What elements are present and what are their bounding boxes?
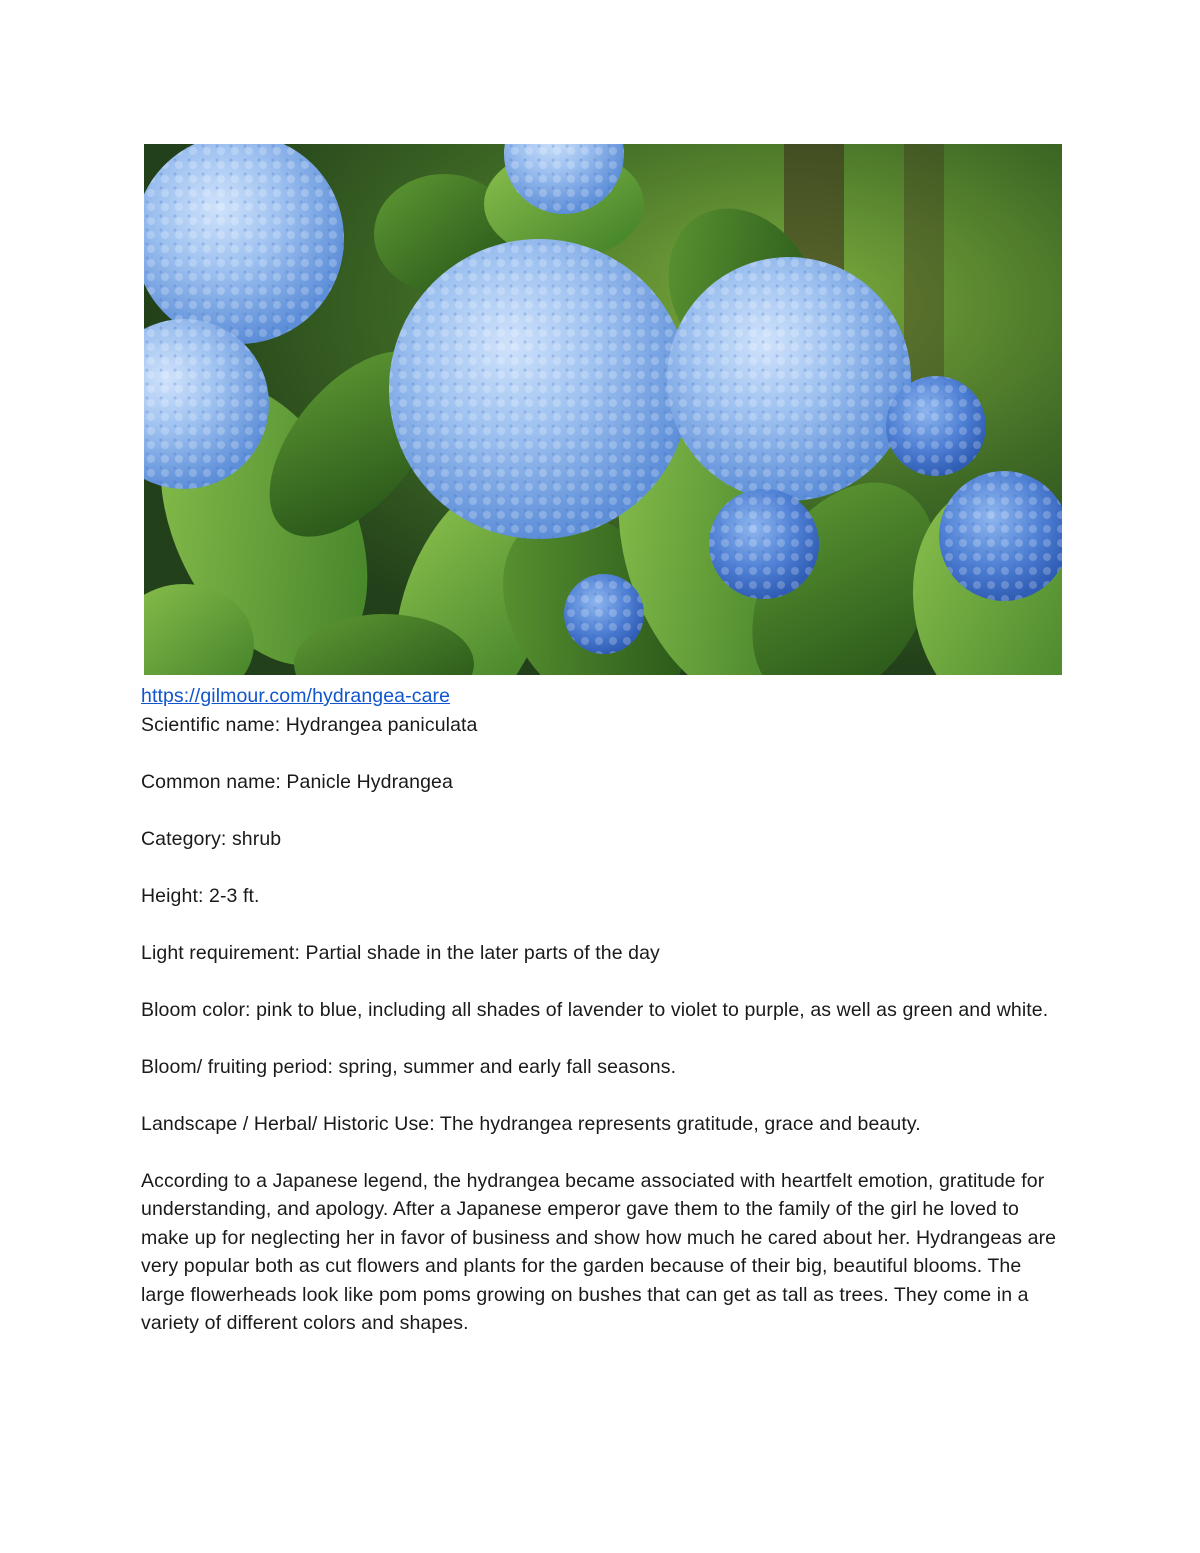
hydrangea-photo: [144, 144, 1062, 675]
plant-info: [141, 682, 1061, 1338]
scientific-name: Scientific name: Hydrangea paniculata: [141, 713, 478, 736]
hydrangea-illustration: [144, 144, 1062, 675]
category: Category: shrub: [141, 827, 282, 850]
light-requirement: Light requirement: Partial shade in the later parts of the day: [141, 941, 660, 964]
bloom-period: Bloom/ fruiting period: spring, summer and early fall seasons.: [141, 1055, 677, 1078]
bloom-color: Bloom color: pink to blue, including all shades of lavender to violet to purple, as well as green and white.: [141, 998, 1049, 1021]
historic-use: Landscape / Herbal/ Historic Use: The hydrangea represents gratitude, grace and beauty.: [141, 1112, 921, 1135]
common-name: Common name: Panicle Hydrangea: [141, 770, 453, 793]
legend-paragraph: According to a Japanese legend, the hydrangea became associated with heartfelt emotion, gratitude for understanding, and apology. After a Japanese emperor gave them to the family of the girl he loved to make up for neglecting her in favor of business and show how much he cared about her. Hydrangeas are very popular both as cut flowers and plants for the garden because of their big, beautiful blooms. The large flowerheads look like pom poms growing on bushes that can get as tall as trees. They come in a variety of different colors and shapes.: [141, 1169, 1057, 1334]
height: Height: 2-3 ft.: [141, 884, 260, 907]
source-link[interactable]: https://gilmour.com/hydrangea-care: [141, 685, 451, 707]
